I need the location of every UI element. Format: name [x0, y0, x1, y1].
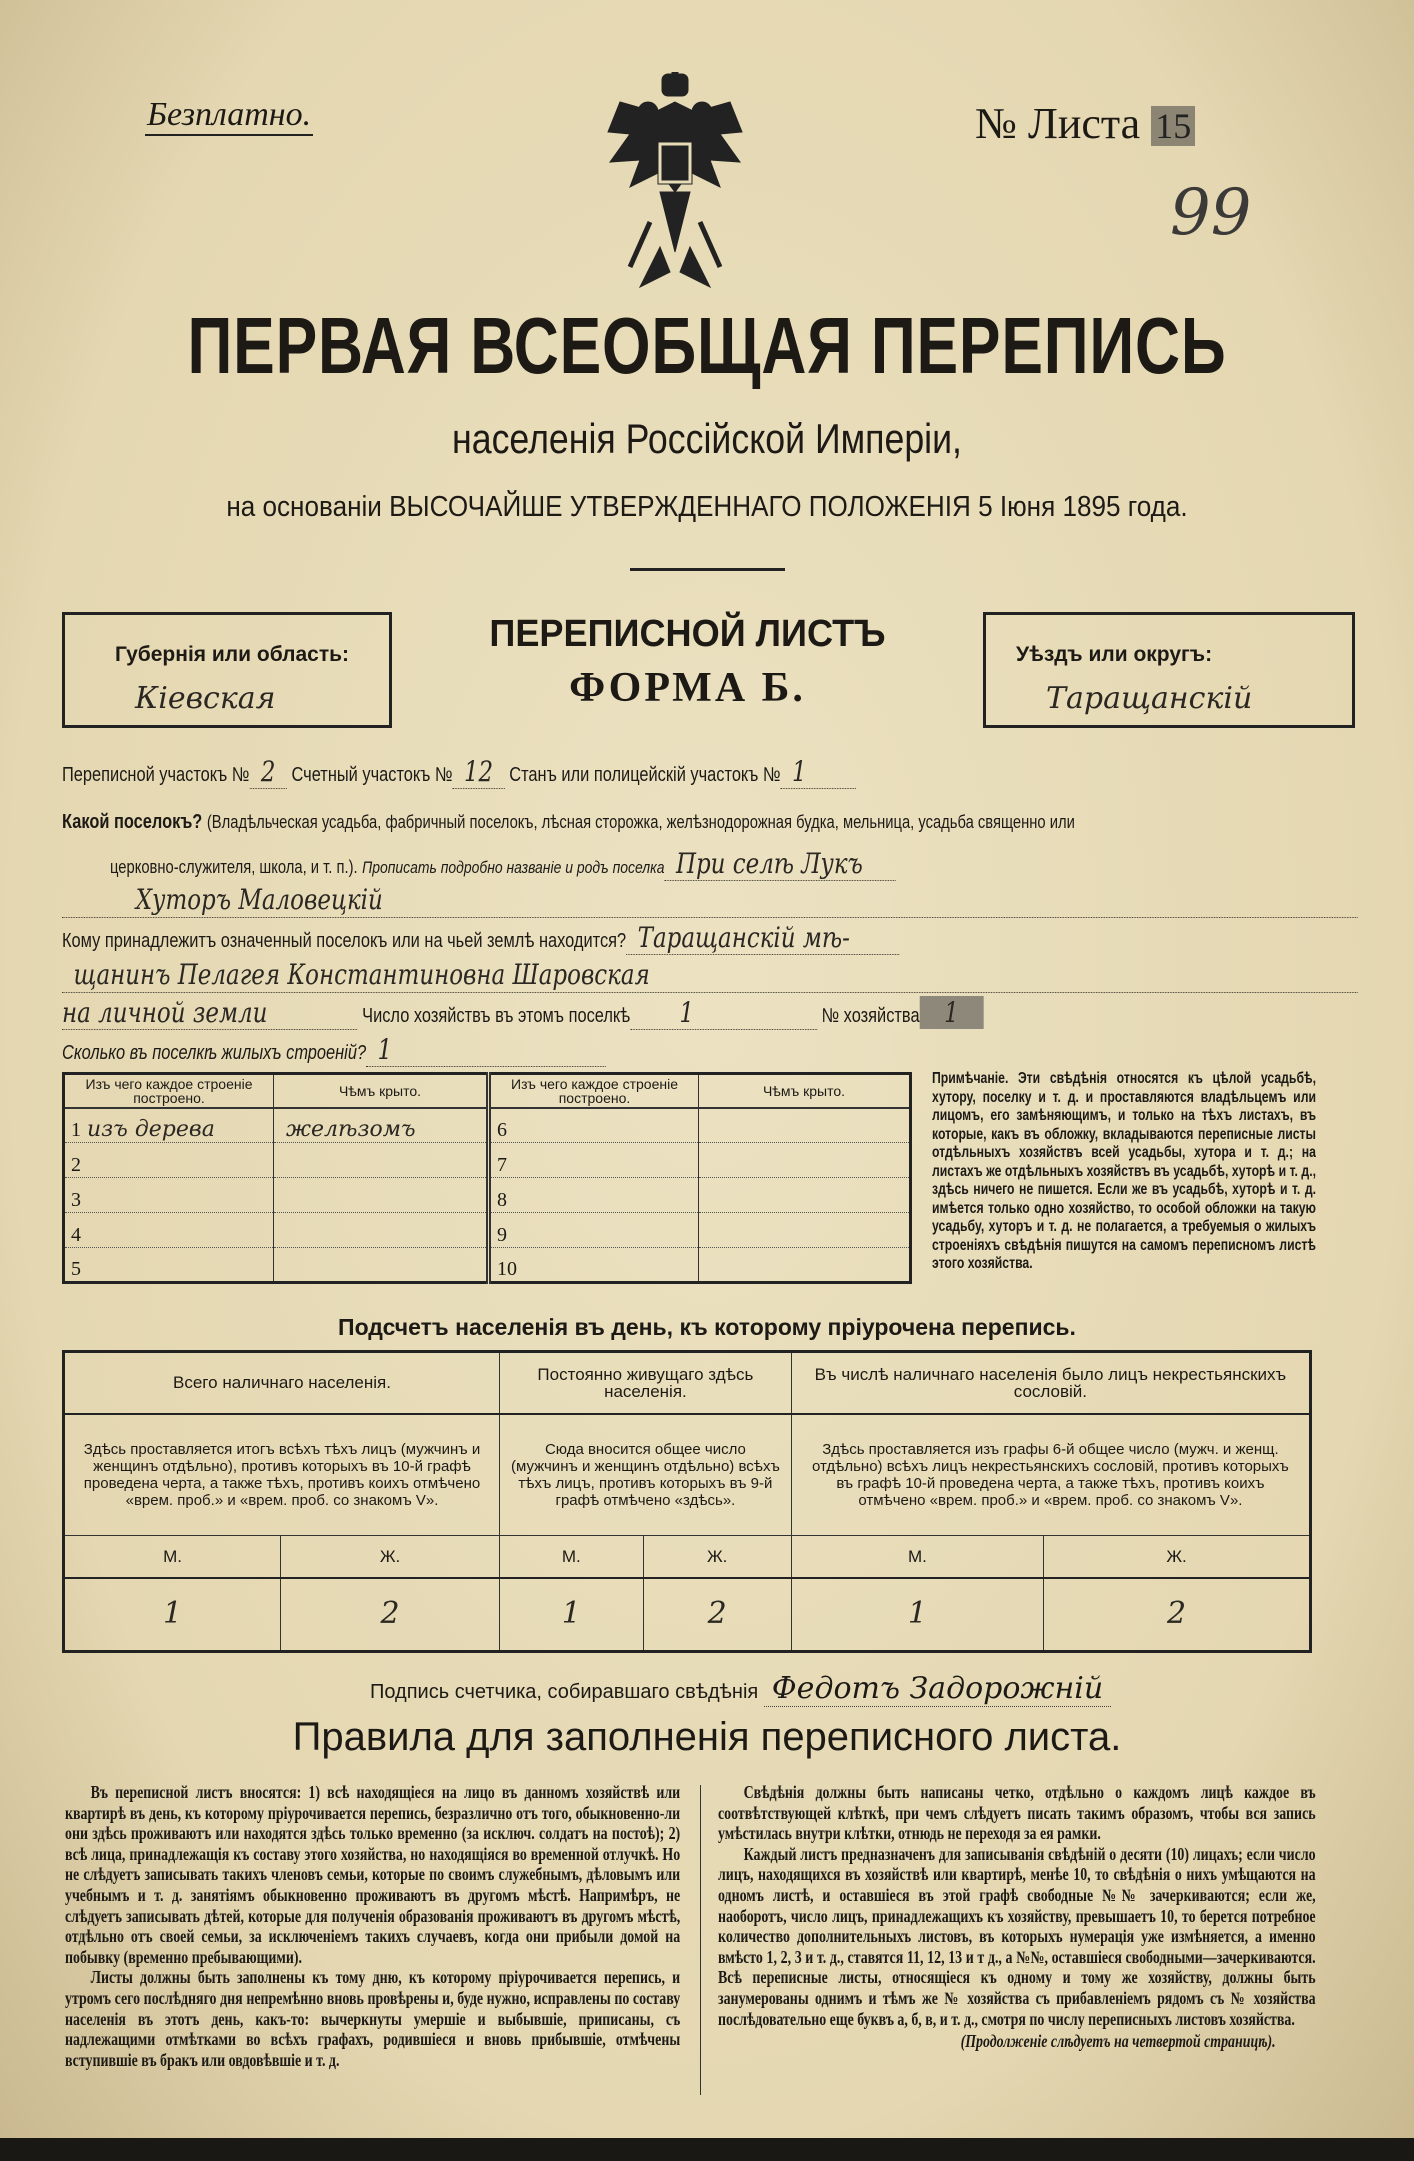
settlement-value-1: При селѣ Лукъ	[664, 847, 895, 881]
double-headed-eagle-crest-icon	[600, 72, 750, 292]
row-number: 10	[497, 1258, 517, 1280]
census-district-value: 2	[249, 755, 287, 789]
uezd-label: Уѣздъ или округъ:	[1016, 643, 1213, 666]
buildings-cell	[489, 1178, 699, 1213]
col-material: Изъ чего каждое строеніе построено.	[64, 1074, 274, 1108]
sheet-title: ПЕРЕПИСНОЙ ЛИСТЪ	[489, 613, 886, 655]
group-desc-total: Здѣсь проставляется итогъ всѣхъ тѣхъ лицъ (мужчинъ и женщинъ отдѣльно), противъ которыхъ въ 10-й графѣ проведена черта, а также тѣхъ, противъ коихъ отмѣчено «врем. проб.» и «врем. проб. со знакомъ V».	[64, 1414, 500, 1536]
f-label: Ж.	[281, 1536, 500, 1578]
buildings-line	[62, 1034, 605, 1068]
continued-note: (Продолженіе слѣдуетъ на четвертой страницѣ).	[960, 2031, 1276, 2052]
rules-left-column	[65, 1782, 680, 2070]
group-title-non-peasant: Въ числѣ наличнаго населенія было лицъ некрестьянскихъ сословій.	[791, 1352, 1310, 1414]
rules-paragraph: Каждый листъ предназначенъ для записыванія свѣдѣній о десяти (10) лицахъ; если число лицъ, находящихся въ хозяйствѣ или квартирѣ, менѣе 10, то свѣдѣнія о нихъ умѣщаются на одномъ листѣ, и оставшіеся въ этой графѣ свободные №№ зачеркиваются; если же, наоборотъ, число лицъ, принадлежащихъ къ хозяйству, превышаетъ 10, то берется потребное количество дополнительныхъ листовъ, въ которыхъ нумерація уже измѣняется, а именно вмѣсто 1, 2, 3 и т. д., ставятся 11, 12, 13 и т д., а №№, оставшіеся свободными—зачеркиваются. Всѣ переписные листы, относящіеся къ одному и тому же хозяйству, должны быть занумерованы однимъ и тѣмъ же № хозяйства съ прибавленіемъ рядомъ съ № хозяйства послѣдовательно еще буквъ а, б, в, и т. д., смотря по числу переписныхъ листовъ хозяйства.	[718, 1843, 1316, 2029]
buildings-cell	[699, 1108, 911, 1143]
non-peasant-female: 2	[1044, 1578, 1311, 1652]
group-desc-non-peasant: Здѣсь проставляется изъ графы 6-й общее число (мужч. и женщ. отдѣльно) всѣхъ лицъ некрестьянскихъ сословій, противъ которыхъ въ графѣ 10-й проведена черта, а также тѣхъ, противъ коихъ отмѣчено «врем. проб.» и «врем. проб. со знакомъ V».	[791, 1414, 1310, 1536]
row-number: 6	[497, 1119, 507, 1141]
subtitle-decree: на основаніи ВЫСОЧАЙШЕ УТВЕРЖДЕННАГО ПОЛОЖЕНІЯ 5 Іюня 1895 года.	[226, 491, 1188, 523]
district-line	[62, 756, 856, 790]
form-name: ФОРМА Б.	[569, 665, 806, 711]
permanent-female: 2	[643, 1578, 791, 1652]
col-roof: Чѣмъ крыто.	[274, 1074, 489, 1108]
uezd-value: Таращанскій	[1046, 681, 1253, 716]
non-peasant-male: 1	[791, 1578, 1043, 1652]
buildings-row	[64, 1108, 911, 1143]
row-number: 3	[71, 1189, 81, 1211]
rules-paragraph: Листы должны быть заполнены къ тому дню, къ которому пріурочивается перепись, и утромъ сего послѣдняго дня непремѣнно вновь провѣрены и, буде нужно, исправлены по составу населенія въ этотъ день, какъ-то: вычеркнуты умершіе и выбывшіе, приписаны, съ надлежащими отмѣтками во всѣхъ графахъ, родившіеся и вновь прибывшіе, отмѣчены вступившіе въ бракъ или овдовѣвшіе и т. д.	[65, 1967, 681, 2070]
permanent-male: 1	[500, 1578, 644, 1652]
population-count-table	[62, 1350, 1312, 1653]
settlement-line	[62, 806, 1075, 840]
guberniya-label: Губернія или область:	[115, 643, 350, 666]
sheet-label: № Листа	[975, 99, 1141, 148]
settlement-hint: (Владѣльческая усадьба, фабричный поселокъ, лѣсная сторожка, желѣзнодорожная будка, мельница, усадьба священно или	[206, 812, 1075, 832]
owner-value-2: щанинъ Пелагея Константиновна Шаровская	[73, 958, 650, 991]
free-label: Безплатно.	[145, 96, 313, 136]
f-label: Ж.	[1044, 1536, 1311, 1578]
row-number: 9	[497, 1224, 507, 1246]
row-number: 2	[71, 1154, 81, 1176]
f-label: Ж.	[643, 1536, 791, 1578]
buildings-cell	[489, 1248, 699, 1283]
count-heading: Подсчетъ населенія въ день, къ которому пріурочена перепись.	[338, 1314, 1076, 1340]
buildings-cell	[64, 1143, 274, 1178]
scan-edge	[0, 2138, 1414, 2161]
note: Примѣчаніе. Эти свѣдѣнія относятся къ цѣлой усадьбѣ, хутору, поселку и т. д. и проставляются владѣльцемъ или лицомъ, его замѣняющимъ, и только на тѣхъ листахъ, въ которые, какъ въ обложку, вкладываются переписные листы отдѣльныхъ хозяйствъ всей усадьбы, хутора и т. д.; на листахъ же отдѣльныхъ хозяйствъ въ усадьбѣ, хуторѣ и т. д., здѣсь ничего не пишется. Если же въ усадьбѣ, хуторѣ и т. д. имѣется только одно хозяйство, то особой обложки на такую усадьбу, хуторъ и т. д. не полагается, а требуемыя о жилыхъ строеніяхъ свѣдѣнія пишутся на самомъ переписномъ листѣ этого хозяйства.	[932, 1070, 1316, 1272]
buildings-cell	[699, 1178, 911, 1213]
signature-line	[370, 1672, 1111, 1709]
buildings-row	[64, 1248, 911, 1283]
census-district-label: Переписной участокъ №	[62, 764, 250, 786]
row-number: 7	[497, 1154, 507, 1176]
group-title-permanent: Постоянно живущаго здѣсь населенія.	[500, 1352, 792, 1414]
owner-line-2	[62, 959, 1358, 993]
note-box	[932, 1070, 1317, 1274]
buildings-cell	[64, 1108, 274, 1143]
households-value: 1	[630, 996, 817, 1030]
buildings-cell	[489, 1108, 699, 1143]
buildings-cell	[274, 1108, 489, 1143]
buildings-cell	[64, 1248, 274, 1283]
buildings-cell	[699, 1213, 911, 1248]
buildings-cell	[274, 1143, 489, 1178]
m-label: М.	[64, 1536, 281, 1578]
buildings-table	[62, 1072, 912, 1284]
rules-title: Правила для заполненія переписного листа.	[292, 1715, 1122, 1759]
guberniya-value: Кіевская	[135, 681, 276, 716]
buildings-value: 1	[366, 1033, 605, 1067]
signature-label: Подпись счетчика, собиравшаго свѣдѣнія	[370, 1681, 759, 1703]
row-number: 4	[71, 1224, 81, 1246]
buildings-cell	[489, 1213, 699, 1248]
buildings-row	[64, 1143, 911, 1178]
buildings-cell	[699, 1143, 911, 1178]
buildings-cell	[64, 1178, 274, 1213]
buildings-cell	[699, 1248, 911, 1283]
guberniya-box	[62, 612, 392, 728]
divider	[630, 568, 785, 571]
column-divider	[700, 1785, 701, 2095]
buildings-row	[64, 1213, 911, 1248]
cell-value: желѣзомъ	[286, 1117, 416, 1142]
total-male: 1	[64, 1578, 281, 1652]
households-label: Число хозяйствъ въ этомъ поселкѣ	[362, 1005, 631, 1027]
households-line	[62, 997, 983, 1031]
buildings-cell	[274, 1248, 489, 1283]
owner-value-3: на личной земли	[62, 996, 358, 1030]
page-title: ПЕРВАЯ ВСЕОБЩАЯ ПЕРЕПИСЬ	[187, 301, 1227, 390]
group-title-total: Всего наличнаго населенія.	[64, 1352, 500, 1414]
stan-label: Станъ или полицейскій участокъ №	[509, 764, 781, 786]
uezd-box	[983, 612, 1355, 728]
signature-value: Федотъ Задорожній	[764, 1671, 1111, 1707]
owner-value-1: Таращанскій мѣ-	[626, 921, 899, 955]
owner-label: Кому принадлежитъ означенный поселокъ или на чьей землѣ находится?	[62, 930, 627, 952]
settlement-line-3	[62, 884, 1358, 918]
settlement-value-2: Хуторъ Маловецкій	[135, 883, 383, 916]
settlement-instruction: Прописать подробно названіе и родъ поселка	[362, 858, 665, 877]
row-number: 5	[71, 1258, 81, 1280]
buildings-cell	[489, 1143, 699, 1178]
buildings-cell	[274, 1213, 489, 1248]
row-number: 8	[497, 1189, 507, 1211]
household-no-label: № хозяйства	[821, 1005, 920, 1027]
count-district-label: Счетный участокъ №	[291, 764, 453, 786]
rules-right-column	[718, 1782, 1316, 2052]
sheet-number	[975, 98, 1195, 152]
group-desc-permanent: Сюда вносится общее число (мужчинъ и женщинъ отдѣльно) всѣхъ тѣхъ лицъ, противъ которыхъ въ 9-й графѣ отмѣчено «здѣсь».	[500, 1414, 792, 1536]
settlement-line-2	[110, 848, 896, 882]
total-female: 2	[281, 1578, 500, 1652]
rules-paragraph: Свѣдѣнія должны быть написаны четко, отдѣльно о каждомъ лицѣ каждое въ соотвѣтствующей клѣткѣ, при чемъ слѣдуетъ писать такимъ образомъ, чтобы вся запись умѣстилась внутри клѣтки, отнюдь не переходя за ея рамки.	[718, 1782, 1316, 1844]
household-no-value: 1	[920, 996, 984, 1029]
m-label: М.	[500, 1536, 644, 1578]
m-label: М.	[791, 1536, 1043, 1578]
col-roof-right: Чѣмъ крыто.	[699, 1074, 911, 1108]
settlement-hint-2: церковно-служителя, школа, и т. п.).	[110, 857, 358, 877]
rules-paragraph: Въ переписной листъ вносятся: 1) всѣ находящіеся на лицо въ данномъ хозяйствѣ или квартирѣ въ день, къ которому пріурочивается перепись, безразлично отъ того, обыкновенно-ли они здѣсь проживаютъ или находятся здѣсь только временно (за исключ. солдатъ на постоѣ); 2) всѣ лица, принадлежащія къ составу этого хозяйства, но находящіяся во временной отлучкѣ. Но не слѣдуетъ записывать такихъ членовъ семьи, которые по своимъ служебнымъ, дѣловымъ или учебнымъ и т. д. занятіямъ обыкновенно проживаютъ въ другомъ мѣстѣ. Напримѣръ, не слѣдуетъ записывать дѣтей, которые для полученія образованія проживаютъ въ другомъ мѣстѣ, отдѣльно отъ своей семьи, за исключеніемъ такихъ случаевъ, когда они прибыли домой на побывку (временно пребывающими).	[65, 1782, 681, 1967]
sheet-number-handwritten: 99	[1170, 176, 1252, 250]
settlement-label: Какой поселокъ?	[62, 811, 203, 833]
row-number: 1	[71, 1119, 81, 1141]
buildings-label: Сколько въ поселкѣ жилыхъ строеній?	[62, 1042, 367, 1064]
buildings-cell	[64, 1213, 274, 1248]
stan-value: 1	[781, 755, 856, 789]
buildings-cell	[274, 1178, 489, 1213]
owner-line	[62, 922, 899, 956]
col-material-right: Изъ чего каждое строеніе построено.	[489, 1074, 699, 1108]
buildings-row	[64, 1178, 911, 1213]
cell-value: изъ дерева	[87, 1117, 215, 1142]
subtitle: населенія Россійской Имперіи,	[452, 415, 962, 462]
sheet-number-printed: 15	[1151, 106, 1195, 146]
count-district-value: 12	[452, 755, 504, 789]
